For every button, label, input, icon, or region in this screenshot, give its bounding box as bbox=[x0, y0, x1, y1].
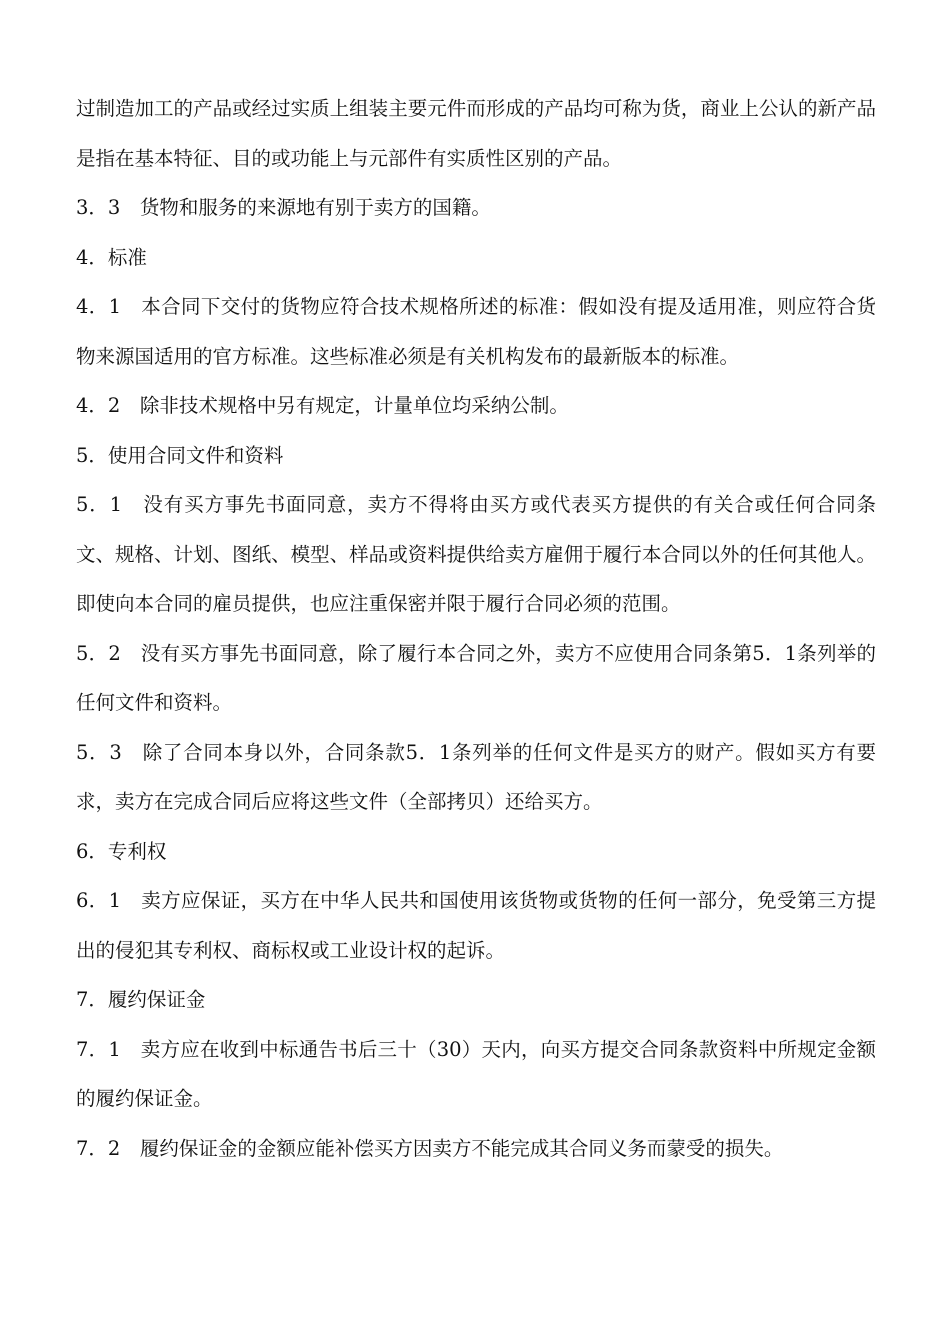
section-heading-performance-bond: 7．履约保证金 bbox=[76, 988, 206, 1011]
section-heading-standards: 4．标准 bbox=[76, 245, 147, 269]
paragraph-3-3: 3．3 货物和服务的来源地有别于卖方的国籍。 bbox=[76, 196, 491, 219]
paragraph-6-1: 6．1 卖方应保证，买方在中华人民共和国使用该货物或货物的任何一部分，免受第三方提出的侵犯其专利权、商标权或工业设计权的起诉。 bbox=[76, 889, 876, 962]
paragraph-5-1: 5．1 没有买方事先书面同意，卖方不得将由买方或代表买方提供的有关合或任何合同条文、规格、计划、图纸、模型、样品或资料提供给卖方雇佣于履行本合同以外的任何其他人。即使向本合同的雇员提供，也应注重保密并限于履行合同必须的范围。 bbox=[76, 493, 876, 615]
paragraph-7-2: 7．2 履约保证金的金额应能补偿买方因卖方不能完成其合同义务而蒙受的损失。 bbox=[76, 1136, 784, 1160]
paragraph-5-2: 5．2 没有买方事先书面同意，除了履行本合同之外，卖方不应使用合同条第5．1条列举的任何文件和资料。 bbox=[76, 641, 876, 714]
document-page bbox=[76, 84, 876, 1173]
paragraph-4-1: 4．1 本合同下交付的货物应符合技术规格所述的标准：假如没有提及适用准，则应符合货物来源国适用的官方标准。这些标准必须是有关机构发布的最新版本的标准。 bbox=[76, 295, 876, 368]
paragraph-5-3: 5．3 除了合同本身以外，合同条款5．1条列举的任何文件是买方的财产。假如买方有要求，卖方在完成合同后应将这些文件（全部拷贝）还给买方。 bbox=[76, 740, 876, 813]
paragraph-4-2: 4．2 除非技术规格中另有规定，计量单位均采纳公制。 bbox=[76, 394, 569, 417]
section-heading-patent-rights: 6．专利权 bbox=[76, 839, 167, 863]
section-heading-contract-documents: 5．使用合同文件和资料 bbox=[76, 443, 284, 467]
paragraph-7-1: 7．1 卖方应在收到中标通告书后三十（30）天内，向买方提交合同条款资料中所规定金额的履约保证金。 bbox=[76, 1037, 876, 1110]
paragraph-goods-definition: 过制造加工的产品或经过实质上组装主要元件而形成的产品均可称为货，商业上公认的新产品是指在基本特征、目的或功能上与元部件有实质性区别的产品。 bbox=[76, 97, 876, 170]
